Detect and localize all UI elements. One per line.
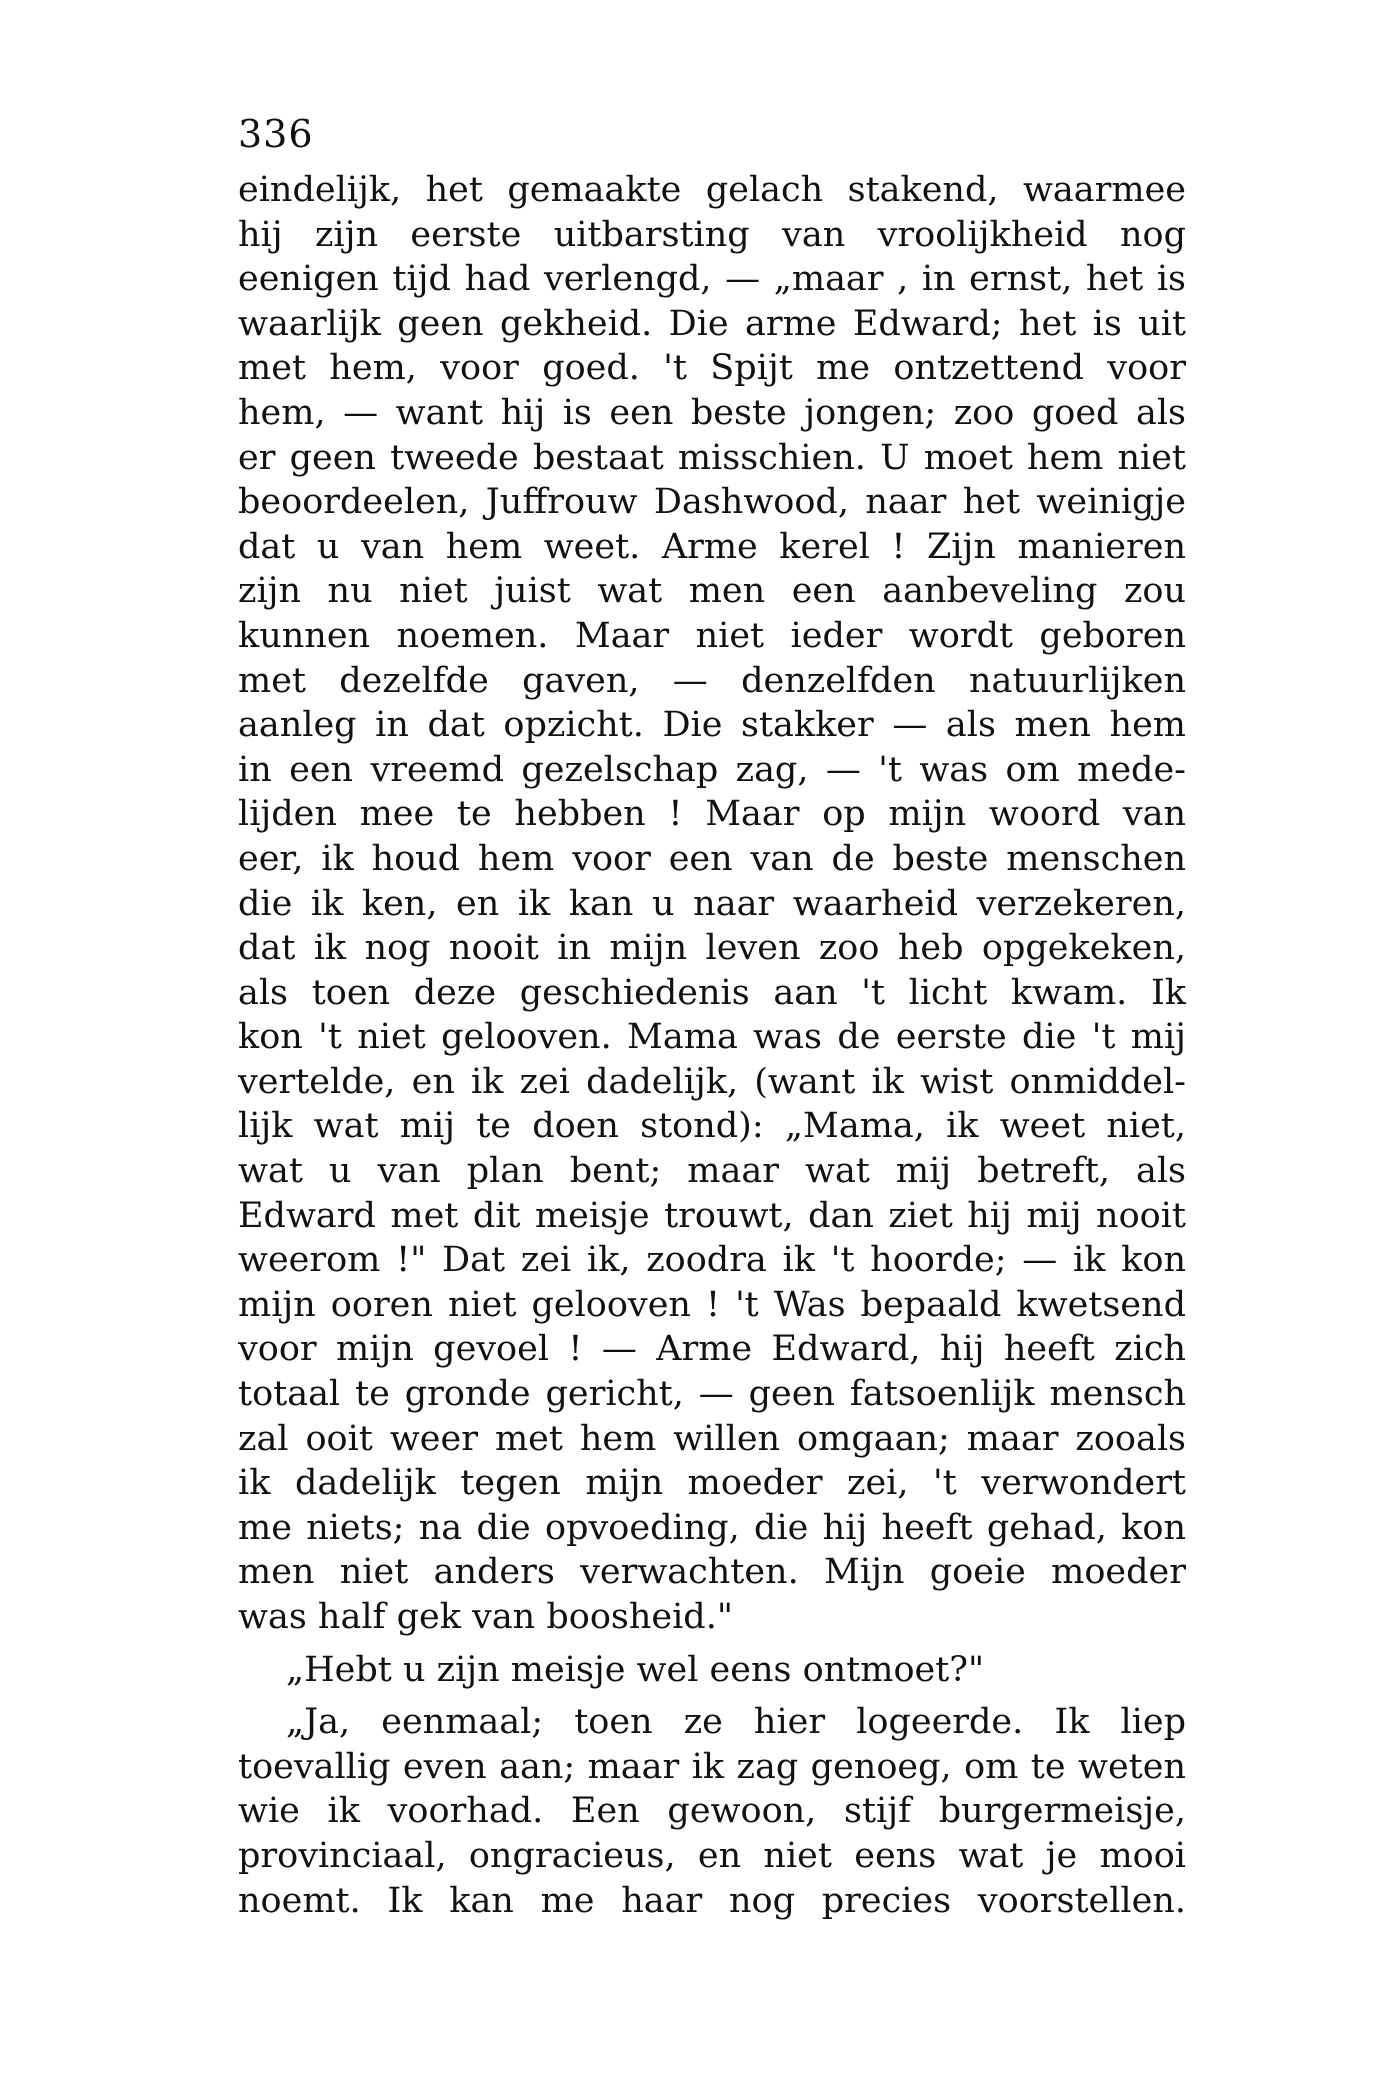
body-text [238, 168, 1186, 1923]
text-line: waarlijk geen gekheid. Die arme Edward; het is uit [238, 303, 1186, 344]
text-line: hem, — want hij is een beste jongen; zoo goed als [238, 392, 1186, 433]
text-line: in een vreemd gezelschap zag, — 't was om mede- [238, 749, 1186, 790]
text-line: noemt. Ik kan me haar nog precies voorstellen. [238, 1880, 1186, 1921]
text-line: dat ik nog nooit in mijn leven zoo heb opgekeken, [238, 928, 1186, 969]
text-line: eindelijk, het gemaakte gelach stakend, waarmee [238, 170, 1186, 210]
text-line: me niets; na die opvoeding, die hij heeft gehad, kon [238, 1507, 1186, 1548]
text-line: wat u van plan bent; maar wat mij betreft, als [238, 1151, 1186, 1192]
text-line: met hem, voor goed. 't Spijt me ontzettend voor [238, 348, 1186, 389]
text-line: mijn ooren niet gelooven ! 't Was bepaald kwetsend [238, 1284, 1186, 1325]
text-line: provinciaal, ongracieus, en niet eens wat je mooi [238, 1835, 1186, 1876]
text-line: voor mijn gevoel ! — Arme Edward, hij heeft zich [238, 1329, 1186, 1370]
text-line: Edward met dit meisje trouwt, dan ziet hij mij nooit [238, 1195, 1186, 1236]
text-line: kon 't niet gelooven. Mama was de eerste die 't mij [238, 1017, 1186, 1058]
text-line: „Hebt u zijn meisje wel eens ontmoet?" [286, 1649, 985, 1690]
text-line: eer, ik houd hem voor een van de beste menschen [238, 838, 1186, 879]
text-line: weerom !" Dat zei ik, zoodra ik 't hoorde; — ik kon [238, 1240, 1186, 1281]
text-line: vertelde, en ik zei dadelijk, (want ik wist onmiddel- [238, 1061, 1186, 1102]
text-line: die ik ken, en ik kan u naar waarheid verzekeren, [238, 883, 1186, 924]
text-line: ik dadelijk tegen mijn moeder zei, 't verwondert [238, 1463, 1186, 1504]
paragraph-1 [238, 168, 1186, 1640]
text-line: toevallig even aan; maar ik zag genoeg, om te weten [238, 1746, 1186, 1787]
paragraph-spacer [238, 1692, 1186, 1700]
text-line: zal ooit weer met hem willen omgaan; maar zooals [238, 1418, 1186, 1459]
paragraph-3 [238, 1700, 1186, 1923]
text-line: kunnen noemen. Maar niet ieder wordt geboren [238, 615, 1186, 656]
text-line: „Ja, eenmaal; toen ze hier logeerde. Ik liep [286, 1702, 1186, 1743]
page-number: 336 [238, 112, 314, 156]
text-line: men niet anders verwachten. Mijn goeie moeder [238, 1552, 1186, 1593]
text-line: zijn nu niet juist wat men een aanbeveling zou [238, 571, 1186, 612]
text-line: aanleg in dat opzicht. Die stakker — als men hem [238, 705, 1186, 746]
text-line: dat u van hem weet. Arme kerel ! Zijn manieren [238, 526, 1186, 567]
text-line: met dezelfde gaven, — denzelfden natuurlijken [238, 660, 1186, 701]
text-line: hij zijn eerste uitbarsting van vroolijkheid nog [238, 214, 1186, 255]
text-line: eenigen tijd had verlengd, — „maar , in ernst, het is [238, 259, 1186, 300]
paragraph-2 [238, 1648, 1186, 1693]
text-line: lijden mee te hebben ! Maar op mijn woord van [238, 794, 1186, 835]
text-line: beoordeelen, Juffrouw Dashwood, naar het weinigje [238, 482, 1186, 523]
text-line: als toen deze geschiedenis aan 't licht kwam. Ik [238, 972, 1186, 1013]
text-line: was half gek van boosheid." [238, 1597, 733, 1637]
text-line: totaal te gronde gericht, — geen fatsoenlijk mensch [238, 1374, 1186, 1415]
paragraph-spacer [238, 1640, 1186, 1648]
text-line: er geen tweede bestaat misschien. U moet hem niet [238, 437, 1186, 478]
text-line: lijk wat mij te doen stond): „Mama, ik weet niet, [238, 1106, 1186, 1147]
text-line: wie ik voorhad. Een gewoon, stijf burgermeisje, [238, 1791, 1186, 1832]
